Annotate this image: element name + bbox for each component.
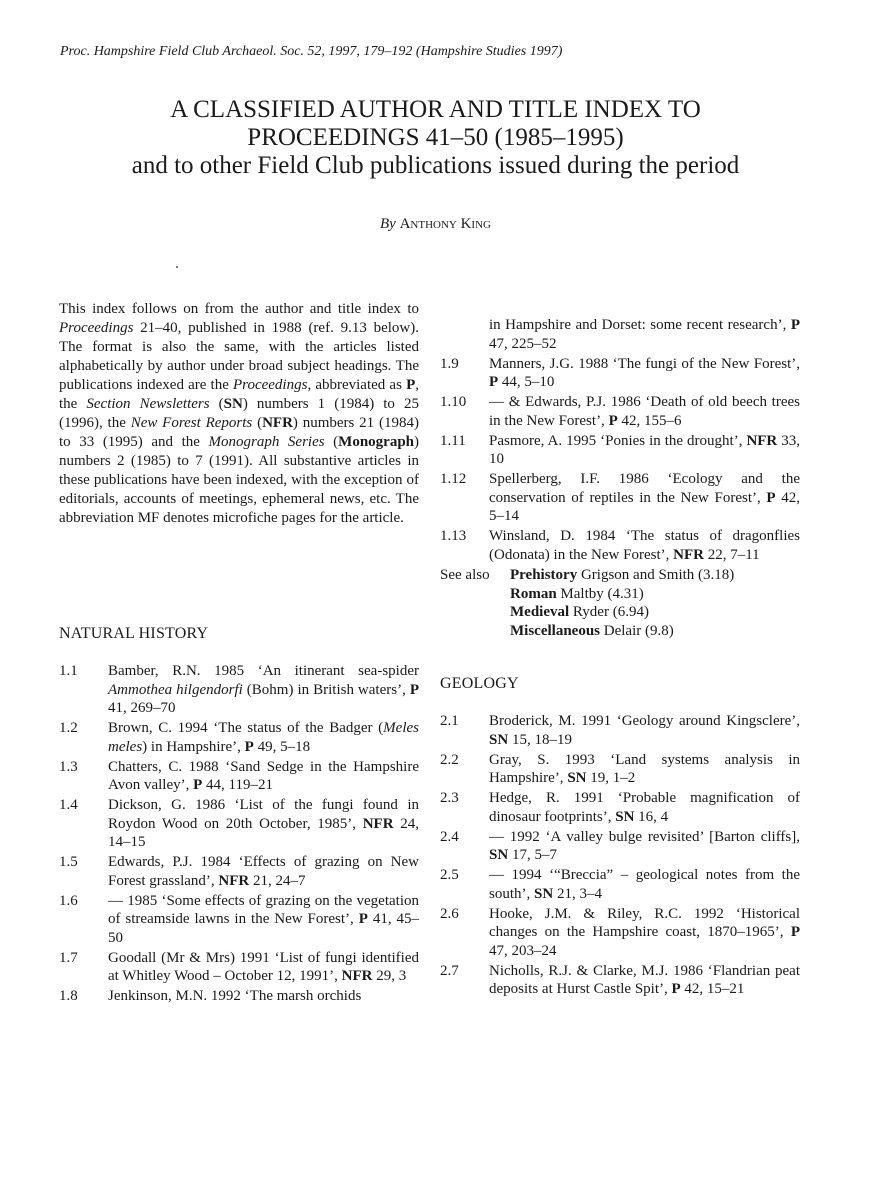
index-entry: 1.1 Bamber, R.N. 1985 ‘An itinerant sea-spider Ammothea hilgendorfi (Bohm) in British waters’, P 41, 269–70 (59, 663, 419, 716)
index-entry: 1.9 Manners, J.G. 1988 ‘The fungi of the New Forest’, P 44, 5–10 (440, 355, 800, 390)
section-heading-geology: GEOLOGY (440, 675, 519, 692)
index-entry: 1.13 Winsland, D. 1984 ‘The status of dragonflies (Odonata) in the New Forest’, NFR 22, 7–11 (440, 528, 800, 563)
section-heading-natural-history: NATURAL HISTORY (59, 625, 209, 642)
index-entry: 2.1 Broderick, M. 1991 ‘Geology around Kingsclere’, SN 15, 18–19 (440, 713, 800, 748)
byline-by: By (380, 216, 396, 232)
index-entry: 2.4 — 1992 ‘A valley bulge revisited’ [Barton cliffs], SN 17, 5–7 (440, 828, 800, 863)
index-entry: 1.12 Spellerberg, I.F. 1986 ‘Ecology and the conservation of reptiles in the New Forest’, P 42, 5–14 (440, 471, 800, 524)
stray-dot (176, 266, 178, 268)
index-entry: 2.2 Gray, S. 1993 ‘Land systems analysis in Hampshire’, SN 19, 1–2 (440, 751, 800, 786)
index-entry: 1.5 Edwards, P.J. 1984 ‘Effects of grazing on New Forest grassland’, NFR 21, 24–7 (59, 854, 419, 889)
left-column (59, 624, 419, 1007)
index-entry: 1.3 Chatters, C. 1988 ‘Sand Sedge in the Hampshire Avon valley’, P 44, 119–21 (59, 758, 419, 793)
index-entry: 2.3 Hedge, R. 1991 ‘Probable magnification of dinosaur footprints’, SN 16, 4 (440, 790, 800, 825)
title-line-2: PROCEEDINGS 41–50 (1985–1995) (247, 124, 624, 151)
byline-author: Anthony King (399, 216, 491, 232)
see-also-ref: Miscellaneous Delair (9.8) (510, 622, 674, 639)
index-entry: 1.11 Pasmore, A. 1995 ‘Ponies in the drought’, NFR 33, 10 (440, 432, 800, 467)
see-also-ref: Roman Maltby (4.31) (510, 585, 644, 602)
see-also-block (440, 566, 800, 640)
running-header: Proc. Hampshire Field Club Archaeol. Soc. 52, 1997, 179–192 (Hampshire Studies 1997) (60, 44, 563, 59)
index-entry: 2.6 Hooke, J.M. & Riley, R.C. 1992 ‘Historical changes on the Hampshire coast, 1870–1965’, P 47, 203–24 (440, 905, 800, 959)
index-entry: 1.7 Goodall (Mr & Mrs) 1991 ‘List of fungi identified at Whitley Wood – October 12, 1991’, NFR 29, 3 (59, 949, 419, 984)
entry-continuation: in Hampshire and Dorset: some recent research’, P 47, 225–52 (489, 317, 800, 352)
see-also-label: See also (440, 567, 490, 583)
index-entry: 1.8 Jenkinson, M.N. 1992 ‘The marsh orchids (59, 988, 362, 1004)
byline (0, 216, 871, 233)
right-column (440, 316, 800, 1000)
see-also-ref: Prehistory Grigson and Smith (3.18) (510, 567, 735, 583)
intro-paragraph: This index follows on from the author and title index to Proceedings 21–40, published in 1988 (ref. 9.13 below). The format is also the same, with the articles listed alphabetically by author under broad subject headings. The publications indexed are the Proceedings, abbreviated as P, the Section Newsletters (SN) numbers 1 (1984) to 25 (1996), the New Forest Reports (NFR) numbers 21 (1984) to 33 (1995) and the Monograph Series (Monograph) numbers 2 (1985) to 7 (1991). All substantive articles in these publications have been indexed, with the exception of editorials, accounts of meetings, ephemeral news, etc. The abbreviation MF denotes microfiche pages for the article. (59, 301, 420, 526)
index-entry: 1.10 — & Edwards, P.J. 1986 ‘Death of old beech trees in the New Forest’, P 42, 155–6 (440, 394, 800, 429)
index-entry: 1.4 Dickson, G. 1986 ‘List of the fungi found in Roydon Wood on 20th October, 1985’, NFR 24, 14–15 (59, 797, 419, 850)
index-entry: 2.7 Nicholls, R.J. & Clarke, M.J. 1986 ‘Flandrian peat deposits at Hurst Castle Spit’, P 42, 15–21 (440, 962, 800, 997)
index-entry: 1.6 — 1985 ‘Some effects of grazing on the vegetation of streamside lawns in the New Forest’, P 41, 45–50 (59, 892, 420, 946)
index-entry: 2.5 — 1994 ‘“Breccia” – geological notes from the south’, SN 21, 3–4 (440, 867, 800, 902)
title-line-3: and to other Field Club publications issued during the period (131, 152, 740, 179)
see-also-ref: Medieval Ryder (6.94) (510, 604, 649, 620)
index-entry: 1.2 Brown, C. 1994 ‘The status of the Badger (Meles meles) in Hampshire’, P 49, 5–18 (59, 720, 419, 755)
page-title (0, 96, 871, 180)
title-line-1: A CLASSIFIED AUTHOR AND TITLE INDEX TO (170, 96, 701, 123)
